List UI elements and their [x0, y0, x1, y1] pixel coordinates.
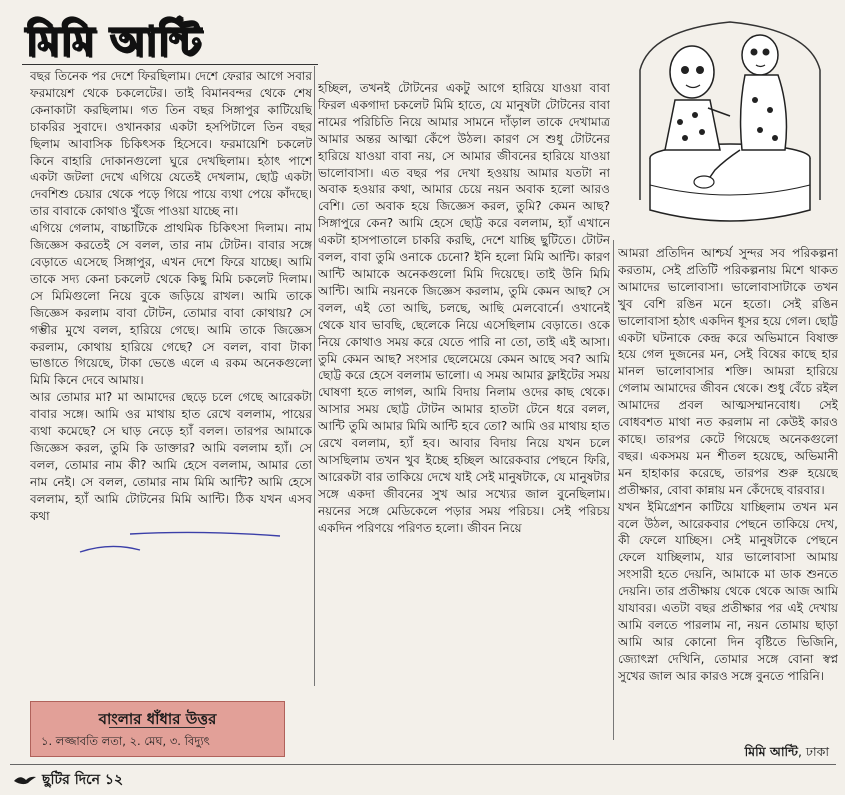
article-column-1: বছর তিনেক পর দেশে ফিরছিলাম। দেশে ফেরার আগে সবার ফরমায়েশ থেকে চকলেটের। তাই বিমানবন্দর থেকে শেষ কেনাকাটা করছিলাম। গত তিন বছর সিঙ্গাপুর কাটিয়েছি চাকরির সুবাদে। ওখানকার একটা হসপিটালে তিন বছর ছিলাম আবাসিক চিকিৎসক হিসেবে। ফরমায়েশি চকলেট কিনে বাহারি দোকানগুলো ঘুরে দেখছিলাম। হঠাৎ পাশে একটা জটলা দেখে এগিয়ে যেতেই দেখলাম, ছোট্ট একটা দেবশিশু চেয়ার থেকে পড়ে গিয়ে পায়ে ব্যথা পেয়ে কাঁদছে। তার বাবাকে কোথাও খুঁজে পাওয়া যাচ্ছে না। এগিয়ে গেলাম, বাচ্চাটিকে প্রাথমিক চিকিৎসা দিলাম। নাম জিজ্ঞেস করতেই সে বলল, তার নাম টোটন। বাবার সঙ্গে বেড়াতে এসেছে সিঙ্গাপুর, এখন দেশে ফিরে যাচ্ছে। আমি তাকে সদ্য কেনা চকলেট থেকে কিছু মিমি চকলেট দিলাম। সে মিমিগুলো নিয়ে বুকে জড়িয়ে রাখল। আমি তাকে জিজ্ঞেস করলাম বাবা টোটন, তোমার বাবা কোথায়? সে গম্ভীর মুখে বলল, হারিয়ে গেছে। আমি তাকে জিজ্ঞেস করলাম, কোথায় হারিয়ে গেছে? সে বলল, বাবা টাকা ভাঙাতে গিয়েছে, টাকা ভেঙে এলে এ রকম অনেকগুলো মিমি কিনে দেবে আমায়। আর তোমার মা? মা আমাদের ছেড়ে চলে গেছে আরেকটা বাবার সঙ্গে। আমি ওর মাথায় হাত রেখে বললাম, পায়ের ব্যথা কমেছে? সে ঘাড় নেড়ে হ্যাঁ বলল। তারপর আমাকে জিজ্ঞেস করল, তুমি কি ডাক্তার? আমি বললাম হ্যাঁ। সে বলল, তোমার নাম কী? আমি হেসে বললাম, আমার তো নাম নেই। সে বলল, তোমার নাম মিমি আন্টি? আমি হেসে বললাম, হ্যাঁ আমি টোটনের মিমি আন্টি। ঠিক যখন এসব কথা [30, 69, 312, 523]
riddle-heading-underline [109, 727, 205, 728]
author-place: , ঢাকা [797, 744, 829, 759]
author-signature [745, 744, 829, 764]
article-column-3: আমরা প্রতিদিন আশ্চর্য সুন্দর সব পরিকল্পনা করতাম, সেই প্রতিটি পরিকল্পনায় মিশে থাকত আমাদের ভালোবাসা। ভালোবাসাটাকে তখন খুব বেশি রঙিন মনে হতো। সেই রঙিন ভালোবাসা হঠাৎ একদিন ধূসর হয়ে গেল। ছোট্ট একটা ঘটনাকে কেন্দ্র করে অভিমানে বিষাক্ত হয়ে গেল দুজনের মন, সেই বিষের কাছে হার মানল ভালোবাসার শক্তি। আমরা হারিয়ে গেলাম আমাদের জীবন থেকে। শুধু বেঁচে রইল আমাদের প্রবল আত্মসম্মানবোধ। সেই বোধবশত মাথা নত করলাম না কেউই কারও কাছে। তারপর কেটে গিয়েছে অনেকগুলো বছর। একসময় মন শীতল হয়েছে, অভিমানী মন হাহাকার করেছে, তারপর শুরু হয়েছে প্রতীক্ষার, বোবা কান্নায় মন কেঁদেছে বারবার। যখন ইমিগ্রেশন কাটিয়ে যাচ্ছিলাম তখন মন বলে উঠল, আরেকবার পেছনে তাকিয়ে দেখ, কী ফেলে যাচ্ছিস। সেই মানুষটাকে পেছনে ফেলে যাচ্ছিলাম, যার ভালোবাসা আমায় সংসারী হতে দেয়নি, আমাকে মা ডাক শুনতে দেয়নি। তার প্রতীক্ষায় থেকে থেকে আজ আমি যাযাবর। এতটা বছর প্রতীক্ষার পর এই দেখায় আমি বলতে পারলাম না, নয়ন তোমায় ছাড়া আমি আর কোনো দিন বৃষ্টিতে ভিজিনি, জ্যোৎস্না দেখিনি, তোমার সঙ্গে বোনা স্বপ্ন সুখের জাল আর কারও সঙ্গে বুনতে পারিনি। [618, 246, 838, 683]
page-footer [12, 768, 123, 792]
dolls-drawing [620, 10, 835, 238]
riddle-answer-heading: বাংলার ধাঁধার উত্তর [98, 710, 217, 728]
riddle-answer-box [30, 701, 285, 757]
column-title-box [10, 8, 328, 68]
article-column-2: হচ্ছিল, তখনই টোটনের একটু আগে হারিয়ে যাওয়া বাবা ফিরল একগাদা চকলেট মিমি হাতে, যে মানুষটা টোটনের বাবা নামের পরিচিতি নিয়ে আমার সামনে দাঁড়াল তাকে দেখামাত্র আমার অন্তর আত্মা কেঁপে উঠল। কারণ সে শুধু টোটনের হারিয়ে যাওয়া বাবা নয়, সে আমার জীবনের হারিয়ে যাওয়া ভালোবাসা। এত বছর পর দেখা হওয়ায় আমার যতটা না অবাক হওয়ার কথা, আমার চেয়ে নয়ন অবাক হলো আরও বেশি। তো অবাক হয়ে জিজ্ঞেস করল, তুমি? কেমন আছ? সিঙ্গাপুরে কেন? আমি হেসে ছোট্ট করে বললাম, হ্যাঁ এখানে একটা হাসপাতালে চাকরি করছি, দেশে যাচ্ছি ছুটিতে। টোটন বলল, বাবা তুমি ওনাকে চেনো? ইনি হলো মিমি আন্টি। কারণ আন্টি আমাকে অনেকগুলো মিমি দিয়েছে। তাই উনি মিমি আন্টি। আমি নয়নকে জিজ্ঞেস করলাম, তুমি কেমন আছ? সে বলল, এই তো আছি, চলছে, আছি মেলবোর্নে। ওখানেই থেকে যাব ভাবছি, ছেলেকে নিয়ে এসেছিলাম বেড়াতে। ওকে নিয়ে কোথাও সময় করে যেতে পারি না তো, তাই এই আসা। তুমি কেমন আছ? সংসার ছেলেমেয়ে কেমন আছে সব? আমি ছোট্ট করে হেসে বললাম ভালো। এ সময় আমার ফ্লাইটের সময় ঘোষণা হতে লাগল, আমি বিদায় নিলাম ওদের কাছ থেকে। আসার সময় ছোট্ট টোটন আমার হাতটা টেনে ধরে বলল, আন্টি তুমি আমার মিমি আন্টি হবে তো? আমি ওর মাথায় হাত রেখে বললাম, হ্যাঁ হব। আবার বিদায় নিয়ে যখন চলে আসছিলাম তখন খুব ইচ্ছে হচ্ছিল আরেকবার পেছনে ফিরি, আরেকটা বার তাকিয়ে দেখে যাই সেই মানুষটাকে, যে মানুষটার সঙ্গে একদা জীবনের সুখ আর সখ্যের জাল বুনেছিলাম। নয়নের সঙ্গে মেডিকেলে পড়ার সময় পরিচয়। সেই পরিচয় একদিন পরিণয়ে পরিণত হলো। জীবন নিয়ে [318, 81, 610, 535]
bird-icon [12, 772, 38, 788]
column-divider-left [314, 66, 315, 686]
title-underline [22, 64, 318, 65]
author-name: মিমি আন্টি [744, 744, 798, 759]
column-divider-right [613, 240, 614, 740]
dolls-illustration [620, 10, 835, 238]
page-title: মিমি আন্টি [26, 18, 202, 65]
footer-divider [10, 764, 836, 765]
footer-text: ছুটির দিনে ১২ [42, 772, 124, 788]
riddle-answers: ১. লজ্জাবতি লতা, ২. মেঘ, ৩. বিদ্যুৎ [41, 734, 210, 748]
